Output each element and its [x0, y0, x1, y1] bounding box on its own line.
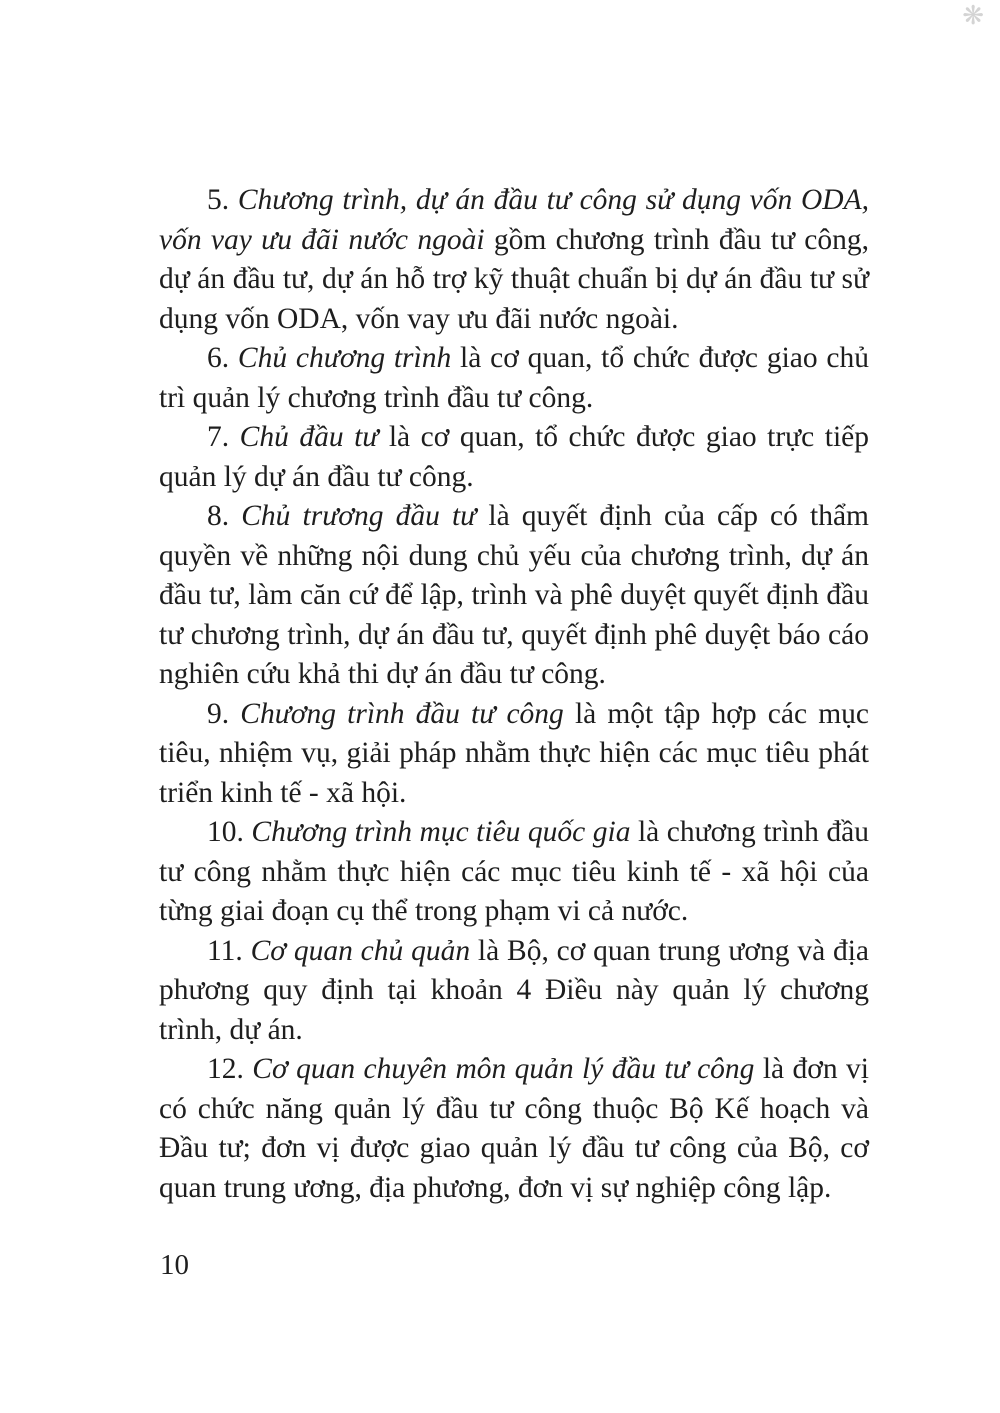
definition-text: là quyết định của cấp có thẩm quyền về những nội dung chủ yếu của chương trình, dự án đầu tư, làm căn cứ để lập, trình và phê duyệt quyết định đầu tư chương trình, dự án đầu tư, quyết định phê duyệt báo cáo nghiên cứu khả thi dự án đầu tư công.	[159, 500, 869, 690]
definition-paragraph	[159, 497, 869, 695]
item-number: 12.	[207, 1053, 244, 1085]
definition-text: là cơ quan, tổ chức được giao chủ trì quản lý chương trình đầu tư công.	[159, 342, 870, 414]
definition-text: là đơn vị có chức năng quản lý đầu tư công thuộc Bộ Kế hoạch và Đầu tư; đơn vị được giao quản lý đầu tư công của Bộ, cơ quan trung ương, địa phương, đơn vị sự nghiệp công lập.	[159, 1053, 869, 1204]
page-number: 10	[160, 1249, 189, 1281]
item-number: 11.	[207, 934, 243, 967]
item-number: 7.	[207, 421, 230, 453]
definition-text: gồm chương trình đầu tư công, dự án đầu tư, dự án hỗ trợ kỹ thuật chuẩn bị dự án đầu tư sử dụng vốn ODA, vốn vay ưu đãi nước ngoài.	[159, 223, 869, 335]
definition-text: là chương trình đầu tư công nhằm thực hiện các mục tiêu kinh tế - xã hội của từng giai đoạn cụ thể trong phạm vi cả nước.	[159, 816, 870, 927]
definition-paragraph	[159, 695, 869, 814]
defined-term: Chương trình đầu tư công	[240, 697, 564, 730]
definition-text: là cơ quan, tổ chức được giao trực tiếp quản lý dự án đầu tư công.	[159, 421, 870, 493]
definition-paragraph	[159, 181, 869, 339]
item-number: 8.	[207, 500, 230, 532]
definition-paragraph	[159, 813, 869, 932]
definition-paragraph	[159, 1050, 869, 1208]
definition-paragraph	[159, 418, 869, 497]
item-number: 10.	[207, 816, 244, 848]
defined-term: Chủ chương trình	[237, 342, 452, 374]
definition-paragraph	[159, 932, 869, 1051]
defined-term: Cơ quan chuyên môn quản lý đầu tư công	[252, 1053, 755, 1085]
item-number: 9.	[207, 697, 230, 730]
definition-paragraph	[159, 339, 869, 418]
flower-icon: ❋	[962, 1, 984, 31]
definition-text: là một tập hợp các mục tiêu, nhiệm vụ, giải pháp nhằm thực hiện các mục tiêu phát triển kinh tế - xã hội.	[159, 697, 869, 809]
item-number: 5.	[207, 184, 230, 216]
defined-term: Cơ quan chủ quản	[250, 934, 471, 967]
definition-text: là Bộ, cơ quan trung ương và địa phương quy định tại khoản 4 Điều này quản lý chương trình, dự án.	[159, 934, 870, 1046]
defined-term: Chủ đầu tư	[239, 421, 379, 453]
item-number: 6.	[207, 342, 230, 374]
definitions-list	[159, 181, 869, 1208]
defined-term: Chương trình mục tiêu quốc gia	[251, 816, 631, 848]
defined-term: Chương trình, dự án đầu tư công sử dụng vốn ODA, vốn vay ưu đãi nước ngoài	[159, 184, 869, 256]
defined-term: Chủ trương đầu tư	[241, 500, 477, 532]
